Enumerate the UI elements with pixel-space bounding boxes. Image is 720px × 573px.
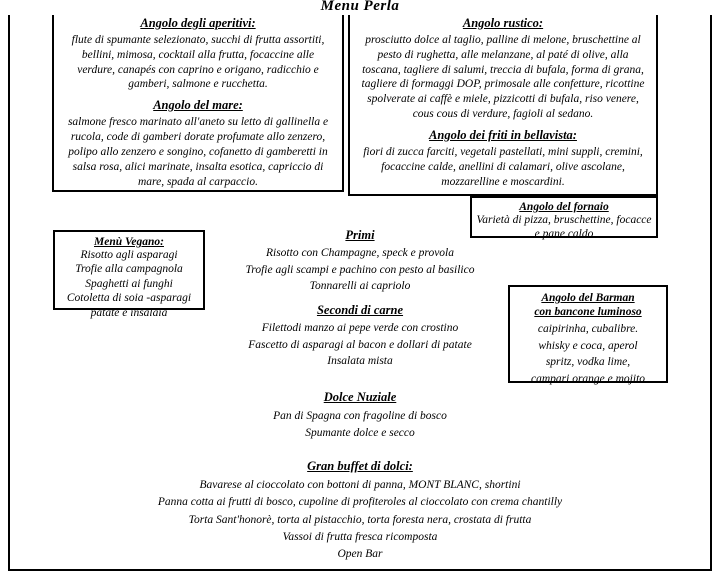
secondi-item: Fascetto di asparagi al bacon e dollari di patate <box>248 338 472 351</box>
dolce-nuziale-item: Spumante dolce e secco <box>305 427 415 440</box>
vegano-item: Spaghetti ai funghi <box>85 277 173 290</box>
dolce-nuziale-item: Pan di Spagna con fragoline di bosco <box>273 410 447 422</box>
secondi-item: Insalata mista <box>327 355 393 368</box>
secondi-heading: Secondi di carne <box>316 303 404 318</box>
gran-buffet-item: Torta Sant'honorè, torta al pistacchio, torta foresta nera, crostata di frutta <box>188 513 532 526</box>
barman-item: spritz, vodka lime, <box>545 356 631 369</box>
mare-heading: Angolo del mare: <box>153 98 243 113</box>
secondi-item: Filettodi manzo ai pepe verde con crostino <box>261 322 459 335</box>
page-title: Menu Perla <box>0 0 720 15</box>
section-vegano <box>53 230 205 319</box>
gran-buffet-item: Vassoi di frutta fresca ricomposta <box>282 530 438 543</box>
aperitivi-text: flute di spumante selezionato, succhi di frutta assortiti, bellini, mimosa, cocktail alla frutta, focaccine alle verdure, canapés con caprino e origano, radicchio e gamberi, salmone e rucchetta. <box>71 33 325 91</box>
fritti-heading: Angolo dei friti in bellavista: <box>429 128 577 143</box>
gran-buffet-heading: Gran buffet di dolci: <box>307 459 413 473</box>
vegano-item: Trofie alla campagnola <box>75 263 183 276</box>
section-gran-buffet <box>14 459 706 563</box>
vegano-item: Risotto agli asparagi <box>80 249 178 261</box>
section-barman <box>508 285 668 386</box>
gran-buffet-item: Open Bar <box>337 548 383 560</box>
primi-item: Risotto con Champagne, speck e provola <box>265 247 454 259</box>
section-aperitivi <box>52 8 344 192</box>
barman-heading-line1: Angolo del Barman <box>541 292 635 304</box>
rustico-text: prosciutto dolce al taglio, palline di melone, bruschettine al pesto di rughetta, alle melanzane, al paté di olive, alla toscana, tagliere di salumi, treccia di bufala, forma di grana, tagliere di formaggi DOP, primosale alle confetture, ricottine spolverate ai caffè e miele, pizzicotti di bufala, riso venere, cous cous di verdure, fagioli al sedano. <box>361 33 645 121</box>
vegano-item: Cotoletta di soia -asparagi <box>66 292 192 305</box>
gran-buffet-item: Panna cotta ai frutti di bosco, cupoline di profiteroles al cioccolato con crema chantilly <box>157 496 563 509</box>
gran-buffet-item: Bavarese al cioccolato con bottoni di panna, MONT BLANC, shortini <box>199 479 521 491</box>
aperitivi-heading: Angolo degli aperitivi: <box>140 16 256 30</box>
section-rustico <box>348 8 658 196</box>
barman-item: campari orange e mojito <box>530 373 646 386</box>
section-portate <box>210 228 510 370</box>
barman-item: whisky e coca, aperol <box>538 339 638 352</box>
primi-item: Trofie agli scampi e pachino con pesto al basilico <box>245 263 475 276</box>
rustico-heading: Angolo rustico: <box>462 16 544 30</box>
primi-heading: Primi <box>345 228 375 242</box>
fritti-text: fiori di zucca farciti, vegetali pastellati, mini suppli, cremini, focaccine calde, anellini di calamari, olive ascolane, mozzarelline e moscardini. <box>363 145 643 188</box>
mare-text: salmone fresco marinato all'aneto su letto di gallinella e rucola, code di gamberi dorate profumate allo zenzero, polipo allo zenzero e songino, cofanetto di gamberetti in salsa rosa, alici marinate, insalta esotica, capriccio di mare, spada al carpaccio. <box>67 116 329 188</box>
barman-item: caipirinha, cubalibre. <box>537 322 639 335</box>
dolce-nuziale-heading: Dolce Nuziale <box>323 390 397 404</box>
vegano-heading: Menù Vegano: <box>94 236 164 248</box>
primi-item: Tonnarelli ai capriolo <box>309 280 411 293</box>
spacer <box>210 295 510 303</box>
barman-heading-line2: con bancone luminoso <box>534 305 642 318</box>
fornaio-text: Varietà di pizza, bruschettine, focacce e pane caldo <box>476 214 652 241</box>
section-dolce-nuziale <box>14 390 706 443</box>
fornaio-heading: Angolo del fornaio <box>519 201 609 213</box>
vegano-item: patate e insalaia <box>90 306 168 319</box>
